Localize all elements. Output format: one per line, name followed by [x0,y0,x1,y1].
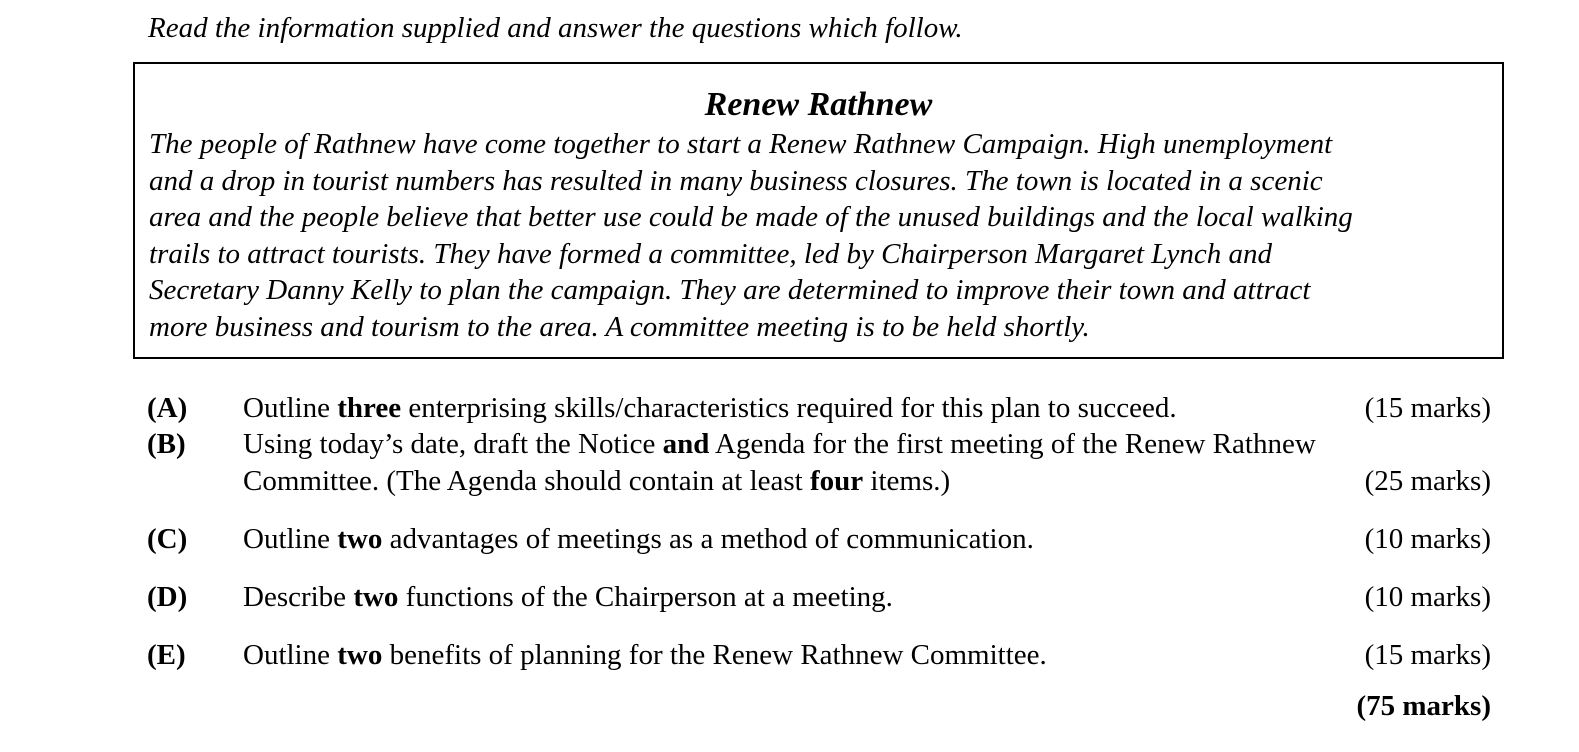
total-marks: (75 marks) [1356,690,1491,722]
question-letter: (A) [147,392,188,424]
question-text: Outline three enterprising skills/characteristics required for this plan to succeed. [243,392,1177,424]
question-marks: (15 marks) [1364,392,1491,424]
case-study-box [133,62,1504,359]
question-marks: (10 marks) [1364,523,1491,555]
case-study-line: trails to attract tourists. They have formed a committee, led by Chairperson Margaret Lynch and [149,237,1273,270]
question-marks: (25 marks) [1364,465,1491,497]
case-study-line: The people of Rathnew have come together to start a Renew Rathnew Campaign. High unemployment [149,128,1333,160]
question-letter: (E) [147,639,186,671]
case-study-line: more business and tourism to the area. A committee meeting is to be held shortly. [149,310,1090,343]
question-letter: (D) [147,581,188,613]
question-letter: (B) [147,428,186,460]
question-text-line2: Committee. (The Agenda should contain at least four items.) [243,465,951,497]
case-study-line: Secretary Danny Kelly to plan the campaign. They are determined to improve their town and attract [149,274,1311,307]
question-text: Outline two benefits of planning for the Renew Rathnew Committee. [243,639,1047,671]
case-study-title: Renew Rathnew [704,86,933,123]
question-marks: (15 marks) [1364,639,1491,671]
question-text: Outline two advantages of meetings as a method of communication. [243,523,1034,555]
instruction-text: Read the information supplied and answer the questions which follow. [148,12,963,44]
question-marks: (10 marks) [1364,581,1491,613]
question-text: Describe two functions of the Chairperson at a meeting. [243,581,893,613]
case-study-line: and a drop in tourist numbers has resulted in many business closures. The town is located in a scenic [149,164,1323,197]
case-study-line: area and the people believe that better use could be made of the unused buildings and the local walking [149,201,1353,234]
case-study-text [149,126,1499,346]
question-letter: (C) [147,523,188,555]
question-text-line1: Using today’s date, draft the Notice and Agenda for the first meeting of the Renew Rathnew [243,428,1316,460]
